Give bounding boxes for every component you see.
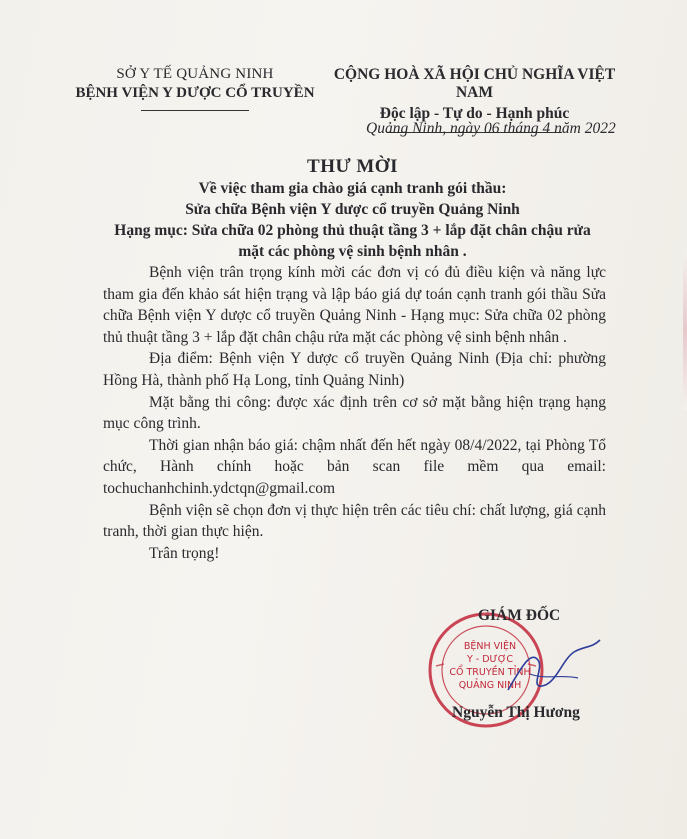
invitation-paragraph: Bệnh viện trân trọng kính mời các đơn vị có đủ điều kiện và năng lực tham gia đến khảo sát hiện trạng và lập báo giá dự toán cạnh tranh gói thầu Sửa chữa Bệnh viện Y dược cổ truyền Quảng Ninh - Hạng mục: Sửa chữa 02 phòng thủ thuật tầng 3 + lắp đặt chân chậu rửa mặt các phòng vệ sinh bệnh nhân . bbox=[103, 264, 606, 346]
subject-line-1: Về việc tham gia chào giá cạnh tranh gói thầu: bbox=[198, 180, 507, 197]
closing-line: Trân trọng! bbox=[149, 544, 220, 562]
hospital-name: BỆNH VIỆN Y DƯỢC CỔ TRUYỀN bbox=[75, 85, 315, 101]
issuer-header bbox=[60, 66, 330, 111]
issue-date: Quảng Ninh, ngày 06 tháng 4 năm 2022 bbox=[366, 120, 616, 137]
location-paragraph: Địa điểm: Bệnh viện Y dược cổ truyền Quảng Ninh (Địa chỉ: phường Hồng Hà, thành phố Hạ Long, tỉnh Quảng Ninh) bbox=[103, 350, 606, 389]
national-motto: Độc lập - Tự do - Hạnh phúc bbox=[379, 105, 570, 122]
letter-title: THƯ MỜI bbox=[307, 156, 398, 177]
letter-body bbox=[103, 262, 606, 564]
subject-line-3: Hạng mục: Sửa chữa 02 phòng thủ thuật tầng 3 + lắp đặt chân chậu rửa bbox=[114, 222, 591, 239]
subject-line-2: Sửa chữa Bệnh viện Y dược cổ truyền Quảng Ninh bbox=[185, 201, 520, 218]
stamp-text: BỆNH VIỆN Y - DƯỢC CỔ TRUYỀN TỈNH QUẢNG NINH bbox=[449, 641, 531, 691]
deadline-paragraph: Thời gian nhận báo giá: chậm nhất đến hết ngày 08/4/2022, tại Phòng Tổ chức, Hành chính hoặc bản scan file mềm qua email: bbox=[103, 436, 606, 476]
issuer-underline bbox=[141, 110, 249, 111]
criteria-paragraph: Bệnh viện sẽ chọn đơn vị thực hiện trên các tiêu chí: chất lượng, giá cạnh tranh, thời gian thực hiện. bbox=[103, 501, 606, 541]
contact-email: tochuchanhchinh.ydctqn@gmail.com bbox=[103, 479, 336, 497]
signatory-name: Nguyễn Thị Hương bbox=[452, 704, 580, 721]
site-paragraph: Mặt bằng thi công: được xác định trên cơ sở mặt bằng hiện trạng hạng mục công trình. bbox=[103, 393, 606, 433]
signatory-title: GIÁM ĐỐC bbox=[478, 607, 561, 624]
handwritten-signature bbox=[500, 630, 610, 710]
subject-line-4: mặt các phòng vệ sinh bệnh nhân . bbox=[238, 243, 467, 260]
letter-title-block bbox=[80, 156, 625, 262]
department-name: SỞ Y TẾ QUẢNG NINH bbox=[116, 66, 274, 82]
page-edge-mark bbox=[683, 250, 687, 410]
national-title: CỘNG HOÀ XÃ HỘI CHỦ NGHĨA VIỆT NAM bbox=[333, 66, 616, 101]
